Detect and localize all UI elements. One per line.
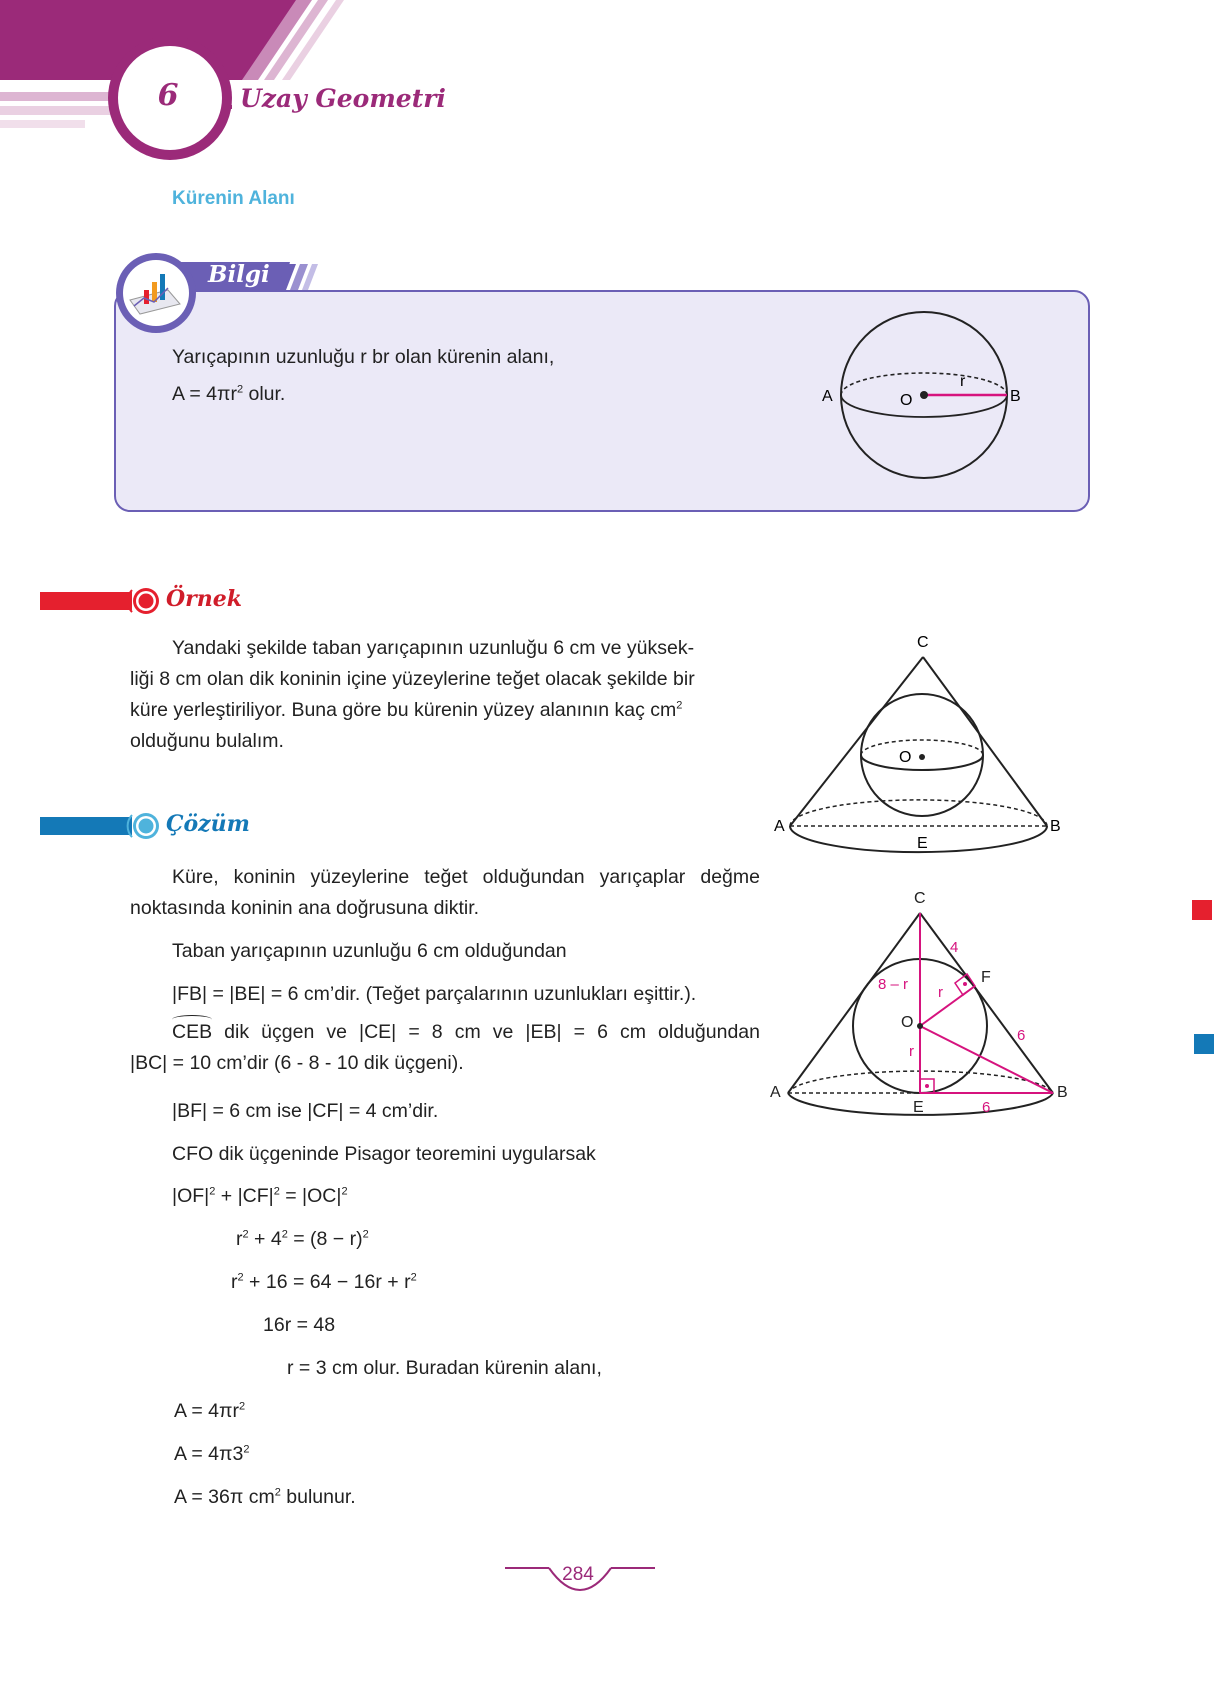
solution-p1: Küre, koninin yüzeylerine teğet olduğundan yarıçaplar değme noktasında koninin ana doğrusuna diktir.: [130, 866, 760, 919]
label-o: O: [900, 392, 913, 409]
label-6-base: 6: [982, 1099, 991, 1116]
label-b: B: [1057, 1084, 1068, 1101]
label-4: 4: [950, 939, 959, 956]
equation-1: $|OF|^2 + |CF|^2 = |OC|^2$: [172, 1185, 348, 1207]
info-formula: $A = 4\pi r^2$ olur.: [172, 383, 286, 405]
solution-cone-figure: [770, 883, 1070, 1116]
equation-4: 16r = 48: [263, 1314, 336, 1336]
label-f: F: [981, 969, 991, 986]
label-c: C: [914, 890, 926, 907]
section-title: Kürenin Alanı: [172, 188, 295, 209]
cone-figure: [774, 630, 1070, 852]
solution-p2: Taban yarıçapının uzunluğu 6 cm olduğundan: [172, 940, 567, 962]
equation-6: $A = 4\pi r^2$: [174, 1400, 246, 1422]
solution-p6: CFO dik üçgeninde Pisagor teoremini uygularsak: [172, 1143, 596, 1165]
example-bar: [40, 592, 132, 610]
edge-marker-red: [1192, 900, 1212, 920]
chapter-title: Uzay Geometri: [240, 84, 446, 113]
solution-p4: CEB dik üçgen ve |CE| = 8 cm ve |EB| = 6 cm olduğundan |BC| = 10 cm’dir (6 - 8 - 10 dik üçgeni).: [130, 1017, 760, 1079]
label-b: B: [1010, 388, 1021, 405]
equation-8: A = 36π $cm^2$ bulunur.: [174, 1486, 356, 1508]
equation-2: $r^2 + 4^2 = (8 - r)^2$: [236, 1228, 369, 1250]
example-target-icon: [128, 586, 162, 616]
solution-bar: [40, 817, 132, 835]
label-o: O: [901, 1014, 914, 1031]
label-a: A: [770, 1084, 781, 1101]
info-tag: Bilgi: [208, 261, 270, 288]
label-o: O: [899, 749, 912, 766]
solution-p5: |BF| = 6 cm ise |CF| = 4 cm’dir.: [172, 1100, 439, 1122]
solution-label: Çözüm: [166, 811, 250, 837]
label-c: C: [917, 634, 929, 651]
edge-marker-blue: [1194, 1034, 1214, 1054]
example-text: Yandaki şekilde taban yarıçapının uzunluğu 6 cm ve yüksek- liği 8 cm olan dik koninin içine yüzeylerine teğet olacak şekilde bir küre yerleştiriliyor. Buna göre bu kürenin yüzey alanının kaç $cm^2$ olduğunu bulalım.: [130, 637, 695, 752]
label-a: A: [774, 818, 785, 835]
label-e: E: [917, 835, 928, 852]
label-r-2: r: [909, 1043, 914, 1060]
label-b: B: [1050, 818, 1061, 835]
label-8-minus-r: 8 – r: [878, 976, 909, 993]
page-number: 284: [562, 1564, 594, 1585]
label-r-1: r: [938, 984, 943, 1001]
example-label: Örnek: [166, 586, 242, 612]
equation-5: r = 3 cm olur. Buradan kürenin alanı,: [287, 1357, 602, 1379]
equation-3: $r^2 + 16 = 64 - 16r + r^2$: [231, 1271, 417, 1293]
sphere-figure: [820, 305, 1030, 485]
solution-target-icon: [128, 811, 162, 841]
chapter-number: 6: [157, 78, 179, 113]
info-line: Yarıçapının uzunluğu r br olan kürenin alanı,: [172, 346, 555, 368]
label-a: A: [822, 388, 833, 405]
label-6-side: 6: [1017, 1027, 1026, 1044]
equation-7: $A = 4\pi 3^2$: [174, 1443, 250, 1465]
label-r: r: [960, 373, 966, 390]
label-e: E: [913, 1099, 924, 1116]
solution-p3: |FB| = |BE| = 6 cm’dir. (Teğet parçalarının uzunlukları eşittir.).: [172, 983, 697, 1005]
